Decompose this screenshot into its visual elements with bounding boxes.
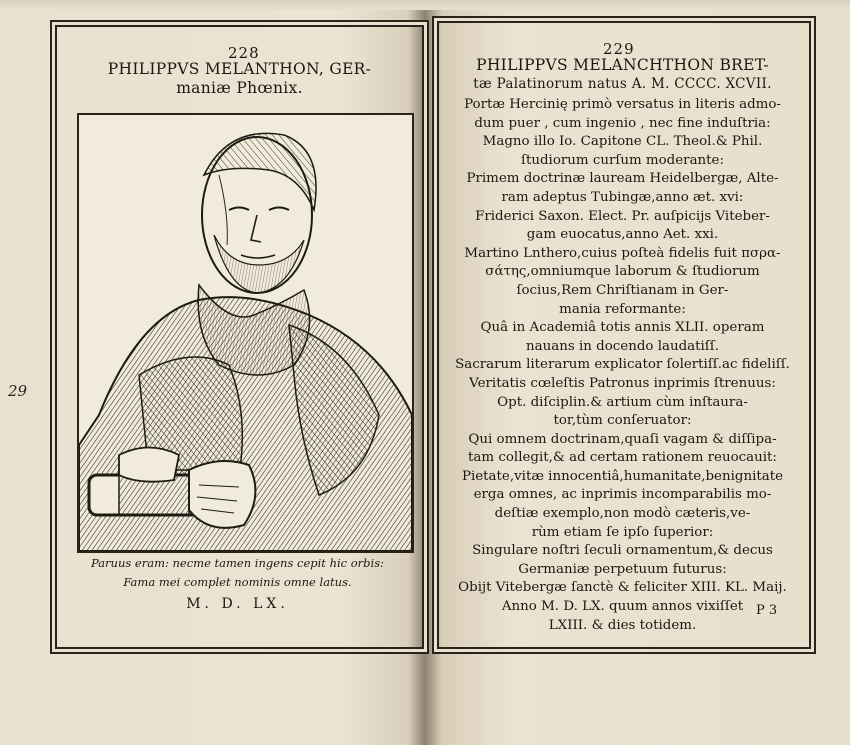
left-page-number: 228 [228,44,260,62]
epitaph-line: rùm etiam ſe ipſo ſuperior: [531,524,714,540]
page-edge [0,0,850,10]
epitaph-line: deſtiæ exemplo,non modò cæteris,ve- [494,506,751,522]
epitaph-line: Friderici Saxon. Elect. Pr. auſpicijs Viteber- [475,208,770,224]
epitaph-line: Anno M. D. LX. quum annos vixiſſet [501,599,744,615]
epitaph-line: LXIII. & dies totidem. [548,617,697,633]
epitaph-line: Magno illo Io. Capitone CL. Theol.& Phil. [482,134,763,150]
epitaph-line: Pietate,vitæ innocentiâ,humanitate,benignitate [461,468,784,484]
caption-line2: Fama mei complet nominis omne latus. [123,575,352,589]
portrait-date: M. D. LX. [186,596,289,612]
epitaph-line: Primem doctrinæ lauream Heidelbergæ, Alte- [466,171,779,187]
right-title-line2: tæ Palatinorum natus A. M. CCCC. XCVII. [473,76,772,92]
left-title-line2: maniæ Phœnix. [176,79,303,97]
epitaph-line: ram adeptus Tubingæ,anno æt. xvi: [501,189,744,205]
epitaph-text [440,96,805,635]
epitaph-line: Opt. diſciplin.& artium cùm inſtaura- [497,394,748,410]
portrait-woodcut-icon [79,115,412,551]
epitaph-line: Veritatis cœleſtis Patronus inprimis ſtrenuus: [469,375,776,391]
margin-note: 29 [8,382,28,400]
epitaph-line: Obijt Vitebergæ ſanctè & feliciter XIII. KL. Maij. [458,580,787,596]
epitaph-line: tam collegit,& ad certam rationem reuocauit: [468,450,777,466]
signature-mark: P 3 [756,603,778,618]
left-title-line1: PHILIPPVS MELANTHON, GER- [107,60,372,78]
epitaph-line: mania reformante: [559,301,686,317]
epitaph-line: σάτης,omniumque laborum & ſtudiorum [485,264,760,280]
epitaph-line: tor,tùm conſeruator: [553,413,692,429]
epitaph-line: Portæ Hercinię primò versatus in literis admo- [464,97,781,112]
epitaph-line: Sacrarum literarum explicator ſolertiſſ.ac fideliſſ. [455,357,790,373]
epitaph-line: ſtudiorum curſum moderante: [521,152,724,168]
portrait-woodcut [77,113,414,553]
epitaph-line: Quâ in Academiâ totis annis XLII. operam [480,320,765,336]
right-title-line1: PHILIPPVS MELANCHTHON BRET- [476,56,769,74]
epitaph-line: Singulare noſtri ſeculi ornamentum,& decus [472,543,773,559]
epitaph-line: erga omnes, ac inprimis incomparabilis mo- [473,487,772,503]
epitaph-line: Germaniæ perpetuum futurus: [518,561,727,577]
epitaph-line: gam euocatus,anno Aet. xxi. [526,227,719,243]
right-page-number: 229 [603,40,635,58]
epitaph-line: dum puer , cum ingenio , nec fine induſtria: [474,115,771,131]
epitaph-line: Martino Lnthero,cuius poſteà fidelis fuit πσρα- [464,245,781,261]
caption-line1: Paruus eram: necme tamen ingens cepit hic orbis: [90,556,384,570]
epitaph-line: Qui omnem doctrinam,quaſi vagam & diſſipa- [468,431,777,447]
epitaph-line: ſocius,Rem Chriſtianam in Ger- [516,282,729,298]
epitaph-line: nauans in docendo laudatiſſ. [526,338,719,354]
